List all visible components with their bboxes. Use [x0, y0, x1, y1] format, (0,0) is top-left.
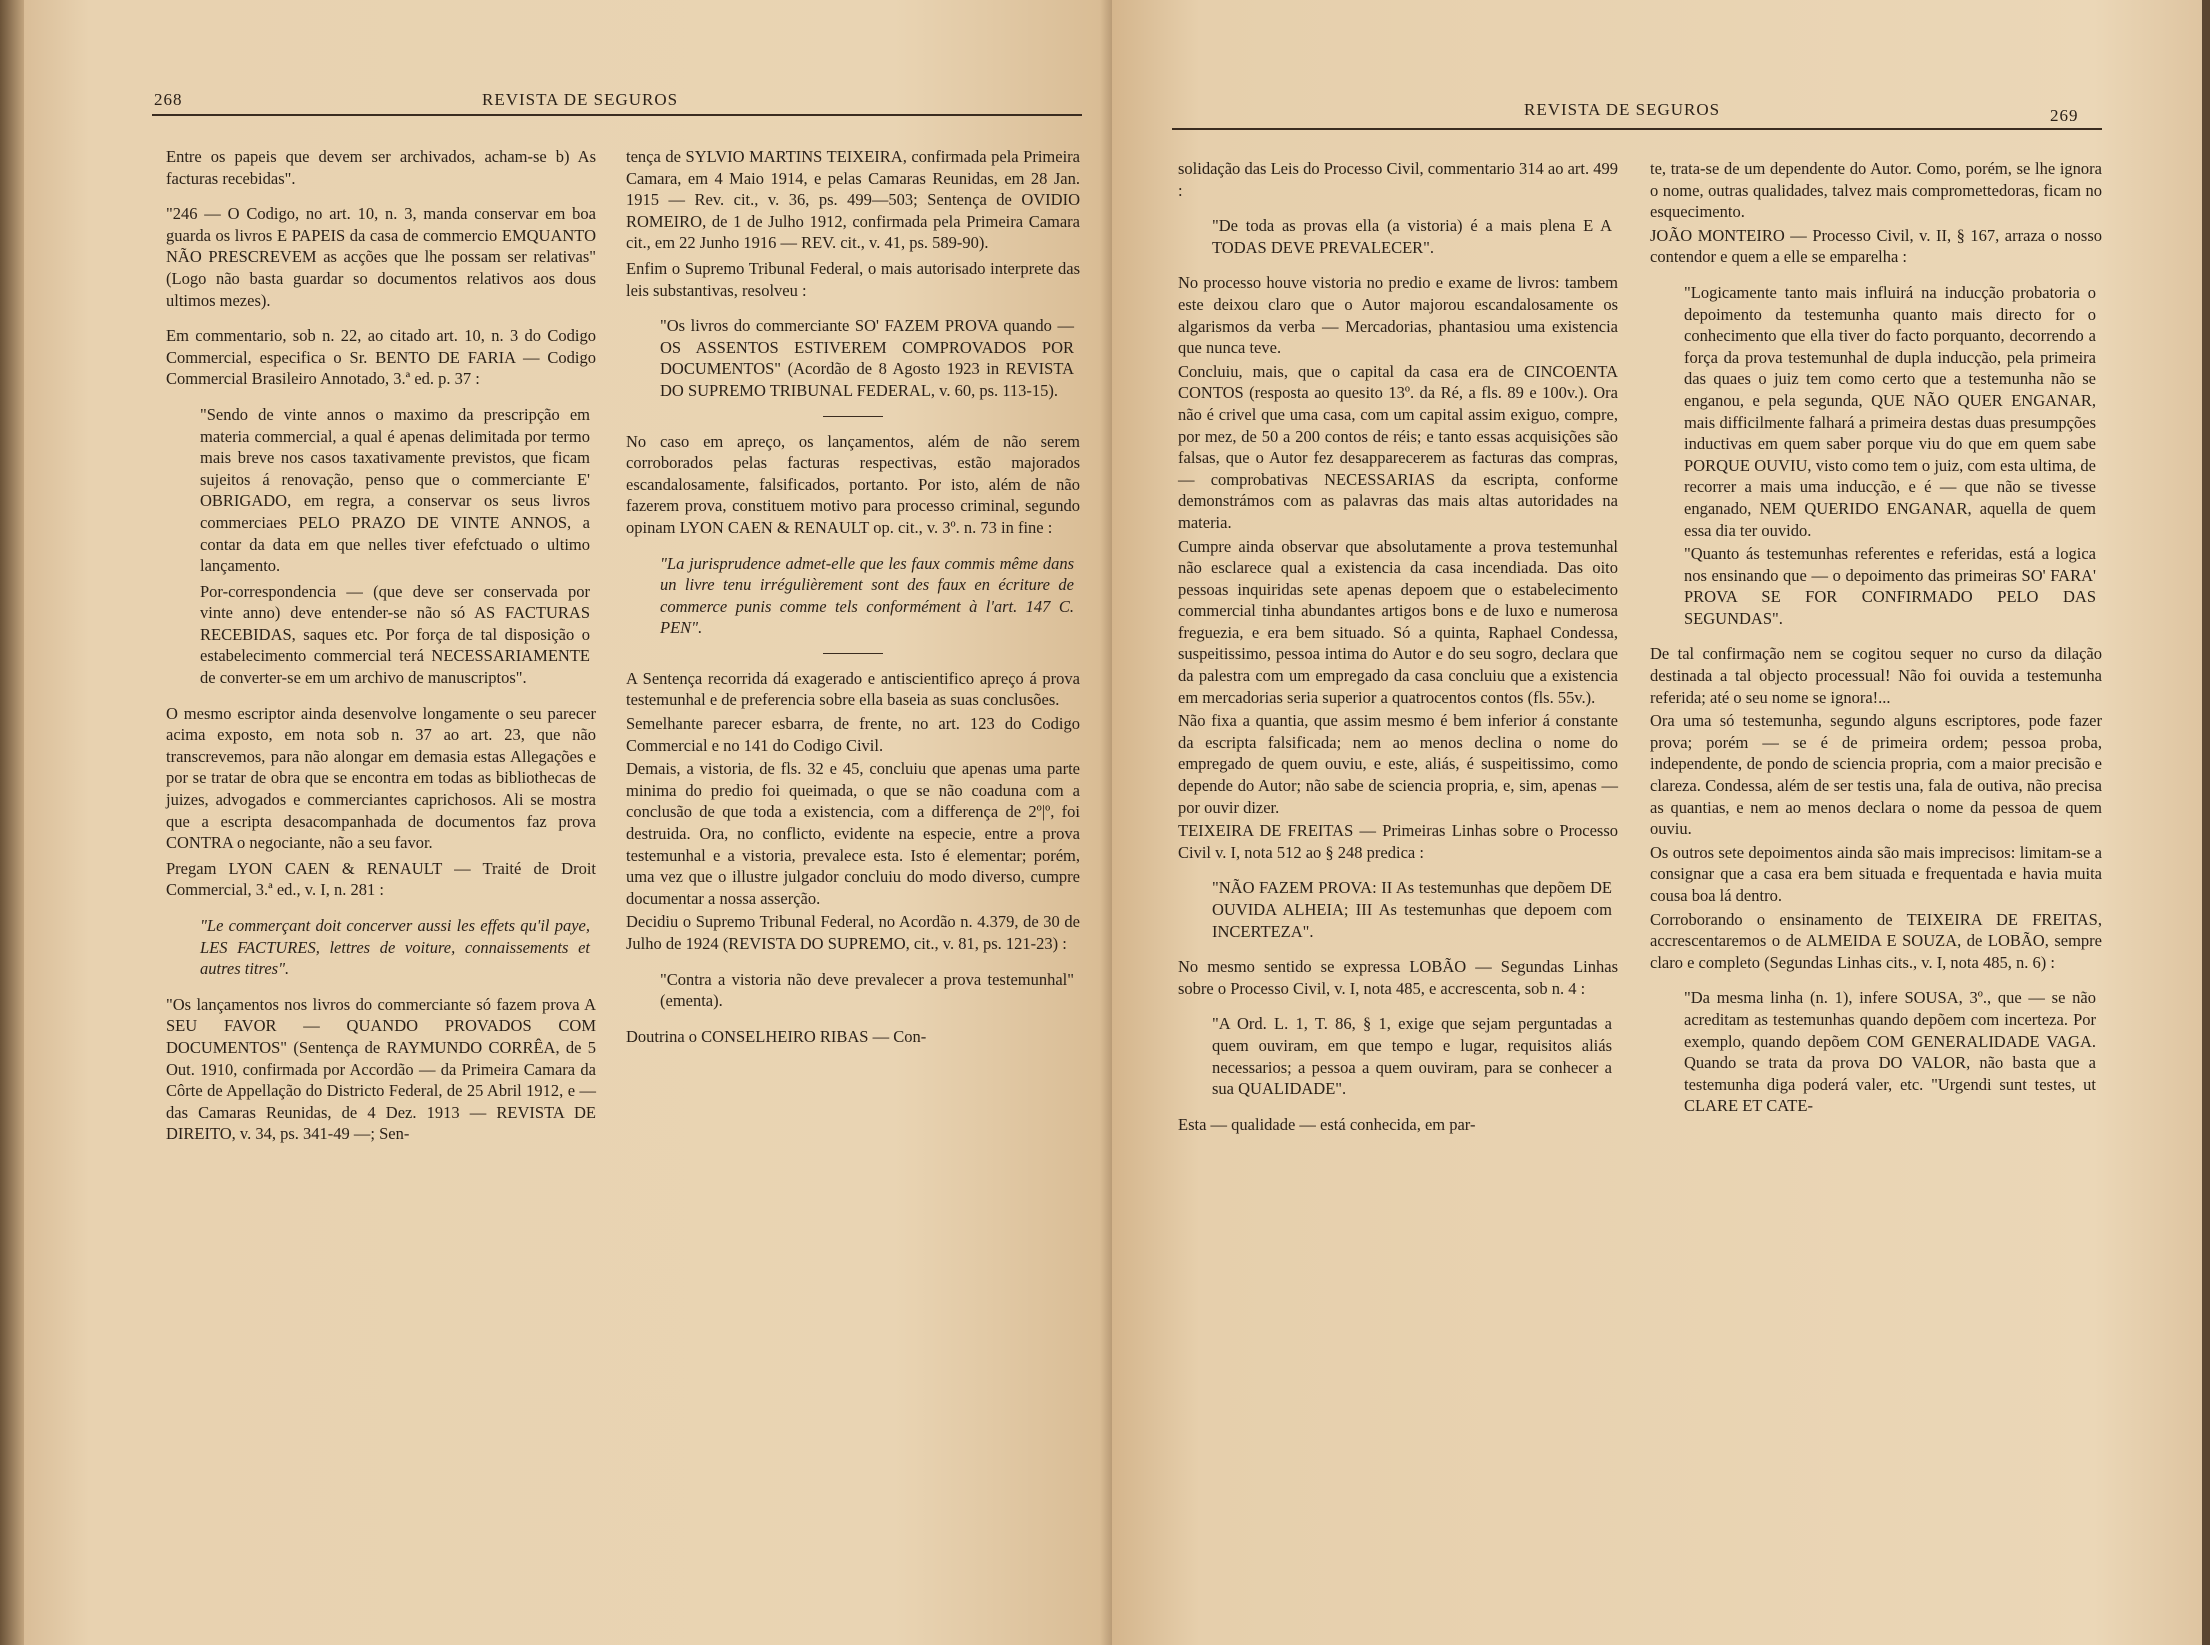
- quote-paragraph: "NÃO FAZEM PROVA: II As testemunhas que depõem DE OUVIDA ALHEIA; III As testemunhas que depoem com INCERTEZA".: [1212, 878, 1612, 941]
- quote-paragraph: "Logicamente tanto mais influirá na inducção probatoria o depoimento da testemunha quanto mais directo for o conhecimento que ella tiver do facto porquanto, decorrendo a força da prova testemunhal de dupla inducção, pela primeira das quaes o juiz tem como certo que a testemunha não se enganou, e pela segunda, QUE NÃO QUER ENGANAR, mais difficilmente falhará a primeira destas duas presumpções inductivas em quem saber porque viu do que em quem sabe PORQUE OUVIU, visto como tem o juiz, com esta ultima, de recorrer a mais uma inducção, e é — que não se tivesse enganado, NEM QUERIDO ENGANAR, aquella de quem essa dia ter ouvido.: [1684, 282, 2096, 540]
- paragraph: O mesmo escriptor ainda desenvolve longamente o seu parecer acima exposto, em nota sob n. 37 ao art. 23, que não transcrevemos, para não alongar em demasia estas Allegações e por se tratar de obra que se encontra em todas as bibliothecas de juizes, advogados e commerciantes caprichosos. Ali se mostra que a escripta desacompanhada de documentos faz prova CONTRA o negociante, não a seu favor.: [166, 703, 596, 853]
- paragraph: tença de SYLVIO MARTINS TEIXEIRA, confirmada pela Primeira Camara, em 4 Maio 1914, e pelas Camaras Reunidas, em 28 Jan. 1915 — Rev. cit., v. 36, ps. 499—503; Sentença de OVIDIO ROMEIRO, de 1 de Julho 1912, confirmada pela Primeira Camara cit., em 22 Junho 1916 — REV. cit., v. 41, ps. 589-90).: [626, 147, 1080, 253]
- quote-paragraph: "Os livros do commerciante SO' FAZEM PROVA quando — OS ASSENTOS ESTIVEREM COMPROVADOS POR DOCUMENTOS" (Acordão de 8 Agosto 1923 in REVISTA DO SUPREMO TRIBUNAL FEDERAL, v. 60, ps. 113-15).: [660, 316, 1074, 400]
- left-column-1: [166, 146, 596, 1145]
- right-page: [1112, 0, 2204, 1645]
- right-column-2: [1650, 158, 2102, 1117]
- paragraph: Doutrina o CONSELHEIRO RIBAS — Con-: [626, 1026, 927, 1046]
- left-header-rule: [152, 114, 1082, 116]
- paragraph: Enfim o Supremo Tribunal Federal, o mais autorisado interprete das leis substantivas, resolveu :: [626, 258, 1080, 300]
- paragraph: No mesmo sentido se expressa LOBÃO — Segundas Linhas sobre o Processo Civil, v. I, nota 485, e accrescenta, sob n. 4 :: [1178, 957, 1618, 998]
- quote-paragraph: "Contra a vistoria não deve prevalecer a prova testemunhal" (ementa).: [660, 969, 1074, 1011]
- quote-paragraph: Por-correspondencia — (que deve ser conservada por vinte anno) deve entender-se não só AS FACTURAS RECEBIDAS, saques etc. Por força de tal disposição o estabelecimento commercial terá NECESSARIAMENTE de converter-se em um archivo de manuscriptos".: [200, 581, 590, 688]
- quote-paragraph: "246 — O Codigo, no art. 10, n. 3, manda conservar em boa guarda os livros E PAPEIS da casa de commercio EMQUANTO NÃO PRESCREVEM as acções que lhe possam ser relativas" (Logo não basta guardar so documentos relativos aos dous ultimos mezes).: [166, 204, 596, 310]
- quote-paragraph: "De toda as provas ella (a vistoria) é a mais plena E A TODAS DEVE PREVALECER".: [1212, 216, 1612, 257]
- paragraph: Ora uma só testemunha, segundo alguns escriptores, pode fazer prova; porém — se é de primeira ordem; pessoa proba, independente, de pondo de sciencia propria, com a maior precisão e clareza. Condessa, além de ser testis una, fala de outiva, não precisa as quantias, e nem ao menos declara o nome da pessoa de quem ouviu.: [1650, 711, 2102, 839]
- right-header-rule: [1172, 128, 2102, 130]
- paragraph: TEIXEIRA DE FREITAS — Primeiras Linhas sobre o Processo Civil v. I, nota 512 ao § 248 predica :: [1178, 821, 1618, 862]
- paragraph: Corroborando o ensinamento de TEIXEIRA DE FREITAS, accrescentaremos o de ALMEIDA E SOUZA, de LOBÃO, sempre claro e completo (Segundas Linhas cits., v. I, nota 485, n. 6) :: [1650, 909, 2102, 972]
- left-running-head: REVISTA DE SEGUROS: [482, 90, 679, 109]
- left-page-number: 268: [154, 90, 183, 109]
- paragraph: Em commentario, sob n. 22, ao citado art. 10, n. 3 do Codigo Commercial, especifica o Sr. BENTO DE FARIA — Codigo Commercial Brasileiro Annotado, 3.ª ed. p. 37 :: [166, 326, 596, 389]
- quote-paragraph: "Da mesma linha (n. 1), infere SOUSA, 3º., que — se não acreditam as testemunhas quando depõem com incerteza. Por exemplo, quando depõem COM GENERALIDADE VAGA. Quando se trata da prova DO VALOR, não basta que a testemunha diga poderá valer, etc. "Urgendi sunt testes, ut CLARE ET CATE-: [1684, 988, 2096, 1116]
- right-column-1: [1178, 158, 1618, 1135]
- paragraph: Entre os papeis que devem ser archivados, acham-se b) As facturas recebidas".: [166, 147, 596, 188]
- book-edge-left: [0, 0, 26, 1645]
- paragraph: solidação das Leis do Processo Civil, commentario 314 ao art. 499 :: [1178, 159, 1618, 200]
- right-running-head: REVISTA DE SEGUROS: [1524, 100, 1721, 119]
- paragraph: No caso em apreço, os lançamentos, além de não serem corroborados pelas facturas respectivas, estão majorados escandalosamente, falsificados, portanto. Por isto, além de não fazerem prova, constituem motivo para processo criminal, segundo opinam LYON CAEN & RENAULT op. cit., v. 3º. n. 73 in fine :: [626, 431, 1080, 537]
- paragraph: Pregam LYON CAEN & RENAULT — Traité de Droit Commercial, 3.ª ed., v. I, n. 281 :: [166, 858, 596, 900]
- left-column-2: [626, 146, 1080, 1047]
- quote-paragraph: "La jurisprudence admet-elle que les faux commis même dans un livre tenu irrégulièrement sont des faux en écriture de commerce punis comme tels conformément à l'art. 147 C. PEN".: [660, 553, 1074, 638]
- paragraph: A Sentença recorrida dá exagerado e antiscientifico apreço á prova testemunhal e de preferencia sobre ella baseia as suas conclusões.: [626, 668, 1080, 710]
- paragraph: "Os lançamentos nos livros do commerciante só fazem prova A SEU FAVOR — QUANDO PROVADOS COM DOCUMENTOS" (Sentença de RAYMUNDO CORRÊA, de 5 Out. 1910, confirmada por Accordão — da Primeira Camara da Côrte de Appellação do Districto Federal, de 25 Abril 1912, e — das Camaras Reunidas, de 4 Dez. 1913 — REVISTA DE DIREITO, v. 34, ps. 341-49 —; Sen-: [166, 994, 596, 1144]
- left-page: [24, 0, 1112, 1645]
- paragraph: JOÃO MONTEIRO — Processo Civil, v. II, § 167, arraza o nosso contendor e quem a elle se emparelha :: [1650, 225, 2102, 267]
- paragraph: No processo houve vistoria no predio e exame de livros: tambem este deixou claro que o Autor majorou escandalosamente os algarismos da verba — Mercadorias, phantasiou uma existencia que nunca teve.: [1178, 273, 1618, 358]
- paragraph: Não fixa a quantia, que assim mesmo é bem inferior á constante da escripta falsificada; nem ao menos declina o nome do empregado de quem ouviu, e este, aliás, é suspeitissimo, como depende do Autor; não sabe de sciencia propria, e, sim, apenas — por ouvir dizer.: [1178, 711, 1618, 817]
- paragraph: Os outros sete depoimentos ainda são mais imprecisos: limitam-se a consignar que a casa era bem situada e frequentada e havia muita cousa boa lá dentro.: [1650, 842, 2102, 905]
- paragraph: Esta — qualidade — está conhecida, em par-: [1178, 1114, 1476, 1134]
- book-edge-right: [2202, 0, 2210, 1645]
- quote-paragraph: "Sendo de vinte annos o maximo da prescripção em materia commercial, a qual é apenas delimitada por termo mais breve nos casos taxativamente previstos, que ficam sujeitos á renovação, penso que o commerciante E' OBRIGADO, em regra, a conservar os seus livros commerciaes PELO PRAZO DE VINTE ANNOS, a contar da data em que nelles tiver efefctuado o ultimo lançamento.: [200, 404, 590, 576]
- paragraph: De tal confirmação nem se cogitou sequer no curso da dilação destinada a tal objecto processual! Não foi ouvida a testemunha referida; até o seu nome se ignora!...: [1650, 644, 2102, 707]
- section-separator: [823, 416, 883, 417]
- right-page-number: 269: [2050, 106, 2079, 125]
- quote-paragraph: "A Ord. L. 1, T. 86, § 1, exige que sejam perguntadas a quem ouviram, em que tempo e lugar, requisitos aliás necessarios; a pessoa a quem ouviram, para se conhecer a sua QUALIDADE".: [1212, 1014, 1612, 1099]
- section-separator: [823, 653, 883, 654]
- paragraph: Concluiu, mais, que o capital da casa era de CINCOENTA CONTOS (resposta ao quesito 13º. da Ré, a fls. 89 e 100v.). Ora não é crivel que uma casa, com um capital assim exiguo, compre, por mez, de 50 a 200 contos de réis; e tanto essas acquisições são falsas, que o Autor fez desapparecerem as facturas das compras, — comprobativas NECESSARIAS da escripta, conforme demonstrámos com as palavras das mais altas autoridades na materia.: [1178, 361, 1618, 532]
- paragraph: Demais, a vistoria, de fls. 32 e 45, concluiu que apenas uma parte minima do predio foi queimada, o que se não coaduna com a conclusão de que toda a existencia, com a differença de 2º|º, foi destruida. Ora, no conflicto, evidente na especie, entre a prova testemunhal e a vistoria, prevalece esta. Isto é elementar; porém, uma vez que o illustre julgador concluiu do modo diverso, cumpre documentar a nossa asserção.: [626, 759, 1080, 908]
- quote-paragraph: "Quanto ás testemunhas referentes e referidas, está a logica nos ensinando que — o depoimento das primeiras SO' FARA' PROVA SE FOR CONFIRMADO PELO DAS SEGUNDAS".: [1684, 544, 2096, 628]
- paragraph: te, trata-se de um dependente do Autor. Como, porém, se lhe ignora o nome, outras qualidades, talvez mais compromettedoras, ficam no esquecimento.: [1650, 159, 2102, 222]
- paragraph: Decidiu o Supremo Tribunal Federal, no Acordão n. 4.379, de 30 de Julho de 1924 (REVISTA DO SUPREMO, cit., v. 81, ps. 121-23) :: [626, 912, 1080, 953]
- quote-paragraph: "Le commerçant doit concerver aussi les effets qu'il paye, LES FACTURES, lettres de voiture, connaissements et autres titres".: [200, 916, 590, 979]
- paragraph: Cumpre ainda observar que absolutamente a prova testemunhal não esclarece qual a existencia da casa incendiada. Das oito pessoas inquiridas sete apenas depoem que o estabelecimento commercial tinha abundantes artigos bons e de luxo e numerosa freguezia, e era bem situado. Só a quinta, Raphael Condessa, suspeitissimo, pessoa intima do Autor e do seu sogro, declara que da palestra com um empregado da casa concluiu que a existencia em mercadorias seria superior a quatrocentos contos (fls. 55v.).: [1178, 536, 1618, 707]
- paragraph: Semelhante parecer esbarra, de frente, no art. 123 do Codigo Commercial e no 141 do Codigo Civil.: [626, 714, 1080, 755]
